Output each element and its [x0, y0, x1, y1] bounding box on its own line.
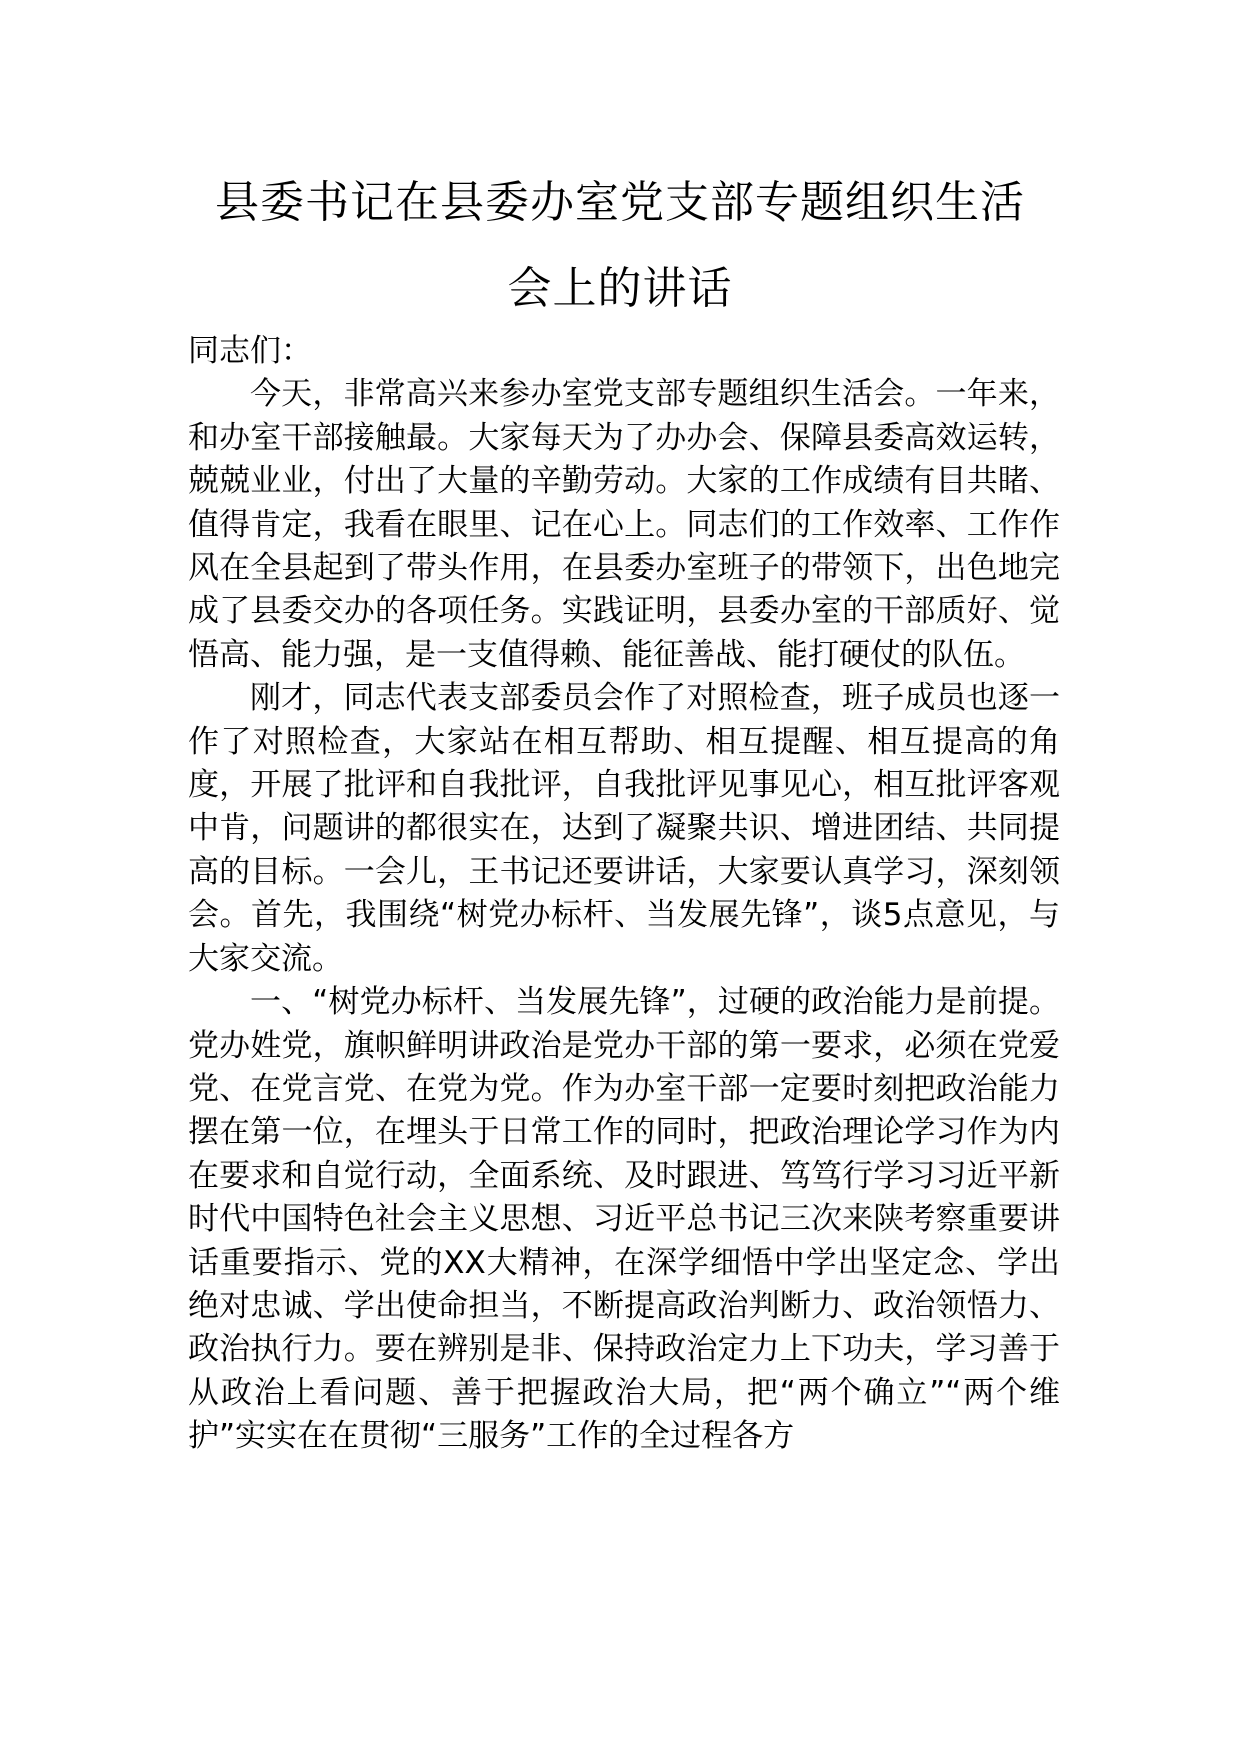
paragraph-opening: 今天，非常高兴来参办室党支部专题组织生活会。一年来，和办室干部接触最。大家每天为了办办会、保障县委高效运转，兢兢业业，付出了大量的辛勤劳动。大家的工作成绩有目共睹、值得肯定，我看在眼里、记在心上。同志们的工作效率、工作作风在全县起到了带头作用，在县委办室班子的带领下，出色地完成了县委交办的各项任务。实践证明，县委办室的干部质好、觉悟高、能力强，是一支值得赖、能征善战、能打硬仗的队伍。 — [188, 376, 1060, 673]
paragraph-point-one: 一、“树党办标杆、当发展先锋”，过硬的政治能力是前提。党办姓党，旗帜鲜明讲政治是党办干部的第一要求，必须在党爱党、在党言党、在党为党。作为办室干部一定要时刻把政治能力摆在第一位，在埋头于日常工作的同时，把政治理论学习作为内在要求和自觉行动，全面系统、及时跟进、笃笃行学习习近平新时代中国特色社会主义思想、习近平总书记三次来陕考察重要讲话重要指示、党的XX大精神，在深学细悟中学出坚定念、学出绝对忠诚、学出使命担当，不断提高政治判断力、政治领悟力、政治执行力。要在辨别是非、保持政治定力上下功夫，学习善于从政治上看问题、善于把握政治大局，把“两个确立”“两个维护”实实在在贯彻“三服务”工作的全过程各方 — [188, 984, 1060, 1455]
document-title-line-1: 县委书记在县委办室党支部专题组织生活 — [215, 177, 1025, 228]
salutation: 同志们： — [188, 333, 312, 369]
document-title-line-2: 会上的讲话 — [507, 263, 733, 314]
document-body — [188, 330, 1060, 1459]
paragraph-review: 刚才，同志代表支部委员会作了对照检查，班子成员也逐一作了对照检查，大家站在相互帮助、相互提醒、相互提高的角度，开展了批评和自我批评，自我批评见事见心，相互批评客观中肯，问题讲的都很实在，达到了凝聚共识、增进团结、共同提高的目标。一会儿，王书记还要讲话，大家要认真学习，深刻领会。首先，我围绕“树党办标杆、当发展先锋”，谈5点意见，与大家交流。 — [188, 680, 1060, 977]
